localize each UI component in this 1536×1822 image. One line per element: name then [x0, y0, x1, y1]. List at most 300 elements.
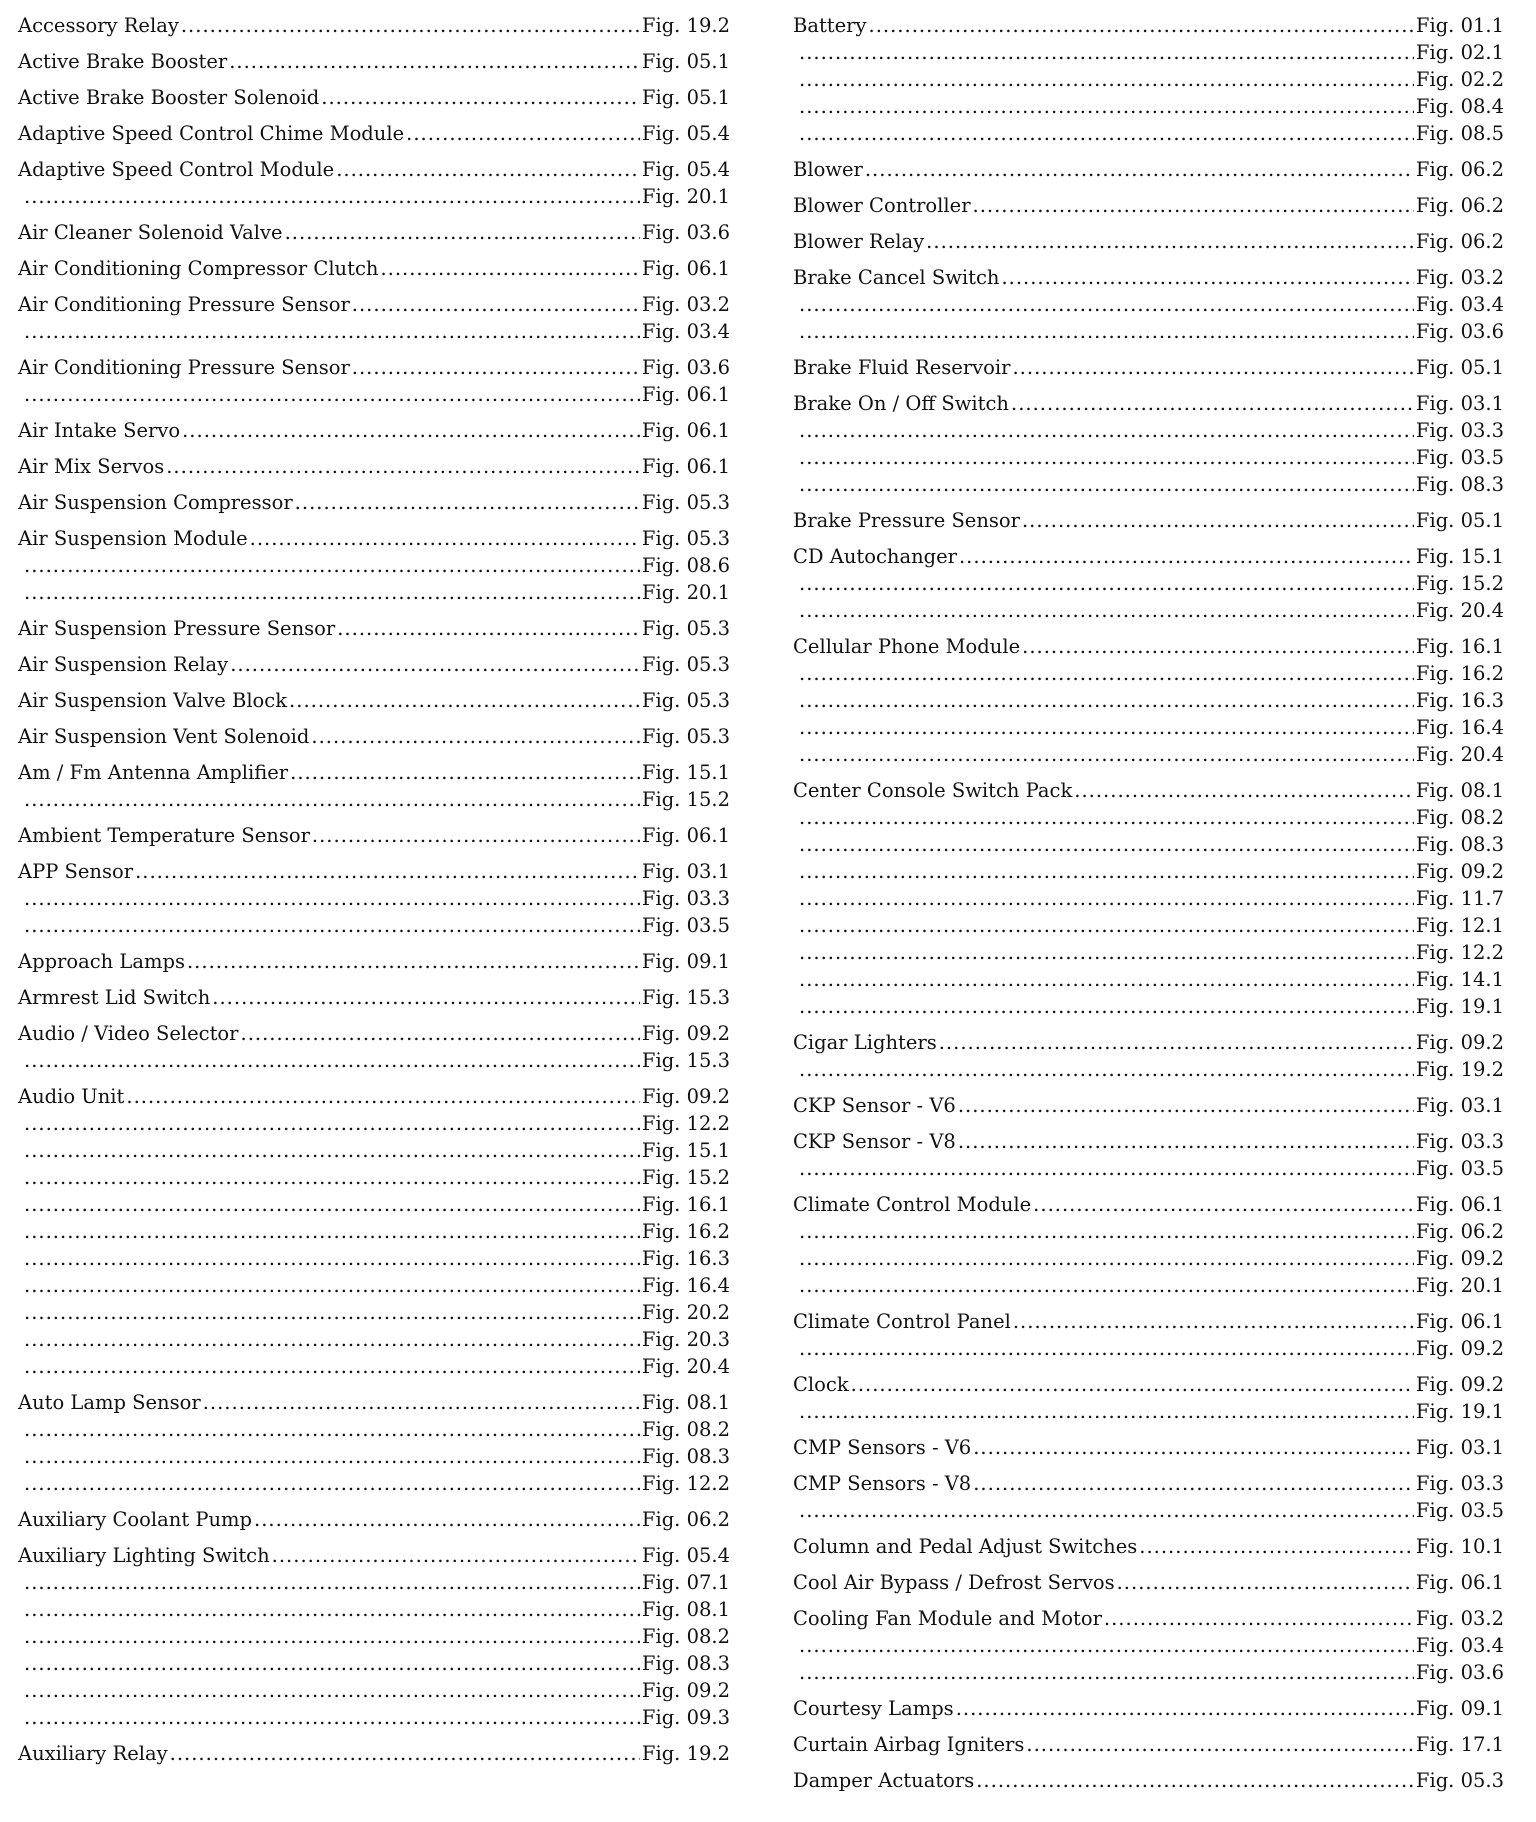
index-term: CMP Sensors - V6	[793, 1436, 972, 1459]
index-continuation-line	[793, 1632, 1504, 1659]
index-term: Auxiliary Coolant Pump	[18, 1508, 253, 1531]
index-entry	[793, 228, 1504, 255]
dot-leader	[1022, 633, 1414, 660]
index-entry	[793, 156, 1504, 183]
figure-reference: Fig. 06.2	[641, 1508, 730, 1531]
index-continuation-line	[793, 1218, 1504, 1245]
dot-leader	[959, 543, 1414, 570]
index-continuation-line	[18, 1272, 730, 1299]
figure-reference: Fig. 03.3	[641, 887, 730, 910]
dot-leader	[851, 1371, 1414, 1398]
dot-leader	[24, 1164, 640, 1191]
index-entry	[18, 156, 730, 210]
figure-reference: Fig. 08.6	[641, 554, 730, 577]
dot-leader	[799, 471, 1414, 498]
figure-reference: Fig. 03.1	[641, 860, 730, 883]
dot-leader	[1074, 777, 1414, 804]
index-line	[18, 525, 730, 552]
index-line	[793, 1191, 1504, 1218]
index-term: Audio / Video Selector	[18, 1022, 239, 1045]
dot-leader	[799, 804, 1414, 831]
index-line	[793, 1029, 1504, 1056]
index-entry	[18, 615, 730, 642]
index-term: Cooling Fan Module and Motor	[793, 1607, 1102, 1630]
dot-leader	[24, 1623, 640, 1650]
figure-reference: Fig. 10.1	[1415, 1535, 1504, 1558]
figure-reference: Fig. 06.1	[641, 383, 730, 406]
figure-reference: Fig. 03.2	[641, 293, 730, 316]
figure-reference: Fig. 16.4	[641, 1274, 730, 1297]
index-entry	[793, 354, 1504, 381]
figure-reference: Fig. 05.1	[641, 86, 730, 109]
index-entry	[793, 390, 1504, 498]
dot-leader	[336, 156, 640, 183]
figure-reference: Fig. 06.1	[1415, 1571, 1504, 1594]
dot-leader	[126, 1083, 640, 1110]
index-line	[793, 1605, 1504, 1632]
figure-reference: Fig. 03.3	[1415, 1472, 1504, 1495]
dot-leader	[799, 1272, 1414, 1299]
index-term: CMP Sensors - V8	[793, 1472, 972, 1495]
figure-reference: Fig. 15.2	[641, 1166, 730, 1189]
dot-leader	[799, 39, 1414, 66]
index-line	[793, 228, 1504, 255]
index-entry	[18, 858, 730, 939]
index-entry	[18, 1542, 730, 1731]
dot-leader	[939, 1029, 1414, 1056]
index-term: Air Mix Servos	[18, 455, 165, 478]
index-line	[793, 1767, 1504, 1794]
figure-reference: Fig. 03.4	[1415, 293, 1504, 316]
figure-reference: Fig. 08.2	[1415, 806, 1504, 829]
index-line	[18, 948, 730, 975]
dot-leader	[24, 1137, 640, 1164]
index-entry	[18, 255, 730, 282]
index-continuation-line	[793, 570, 1504, 597]
figure-reference: Fig. 05.3	[1415, 1769, 1504, 1792]
figure-reference: Fig. 16.4	[1415, 716, 1504, 739]
figure-reference: Fig. 03.1	[1415, 1094, 1504, 1117]
figure-reference: Fig. 05.3	[641, 491, 730, 514]
dot-leader	[289, 687, 640, 714]
figure-reference: Fig. 03.1	[1415, 392, 1504, 415]
index-line	[18, 48, 730, 75]
dot-leader	[799, 318, 1414, 345]
dot-leader	[799, 1056, 1414, 1083]
dot-leader	[24, 1047, 640, 1074]
index-entry	[793, 1191, 1504, 1299]
index-continuation-line	[793, 120, 1504, 147]
figure-reference: Fig. 16.3	[641, 1247, 730, 1270]
index-continuation-line	[793, 687, 1504, 714]
dot-leader	[135, 858, 640, 885]
dot-leader	[1012, 354, 1413, 381]
figure-reference: Fig. 06.2	[1415, 230, 1504, 253]
index-term: Brake Fluid Reservoir	[793, 356, 1011, 379]
figure-reference: Fig. 06.1	[641, 419, 730, 442]
figure-reference: Fig. 16.2	[1415, 662, 1504, 685]
index-continuation-line	[793, 93, 1504, 120]
index-term: Auxiliary Relay	[18, 1742, 168, 1765]
figure-reference: Fig. 06.1	[1415, 1193, 1504, 1216]
index-term: Audio Unit	[18, 1085, 125, 1108]
figure-reference: Fig. 15.2	[641, 788, 730, 811]
dot-leader	[869, 12, 1414, 39]
index-line	[793, 192, 1504, 219]
figure-reference: Fig. 03.3	[1415, 419, 1504, 442]
dot-leader	[406, 120, 640, 147]
dot-leader	[24, 786, 640, 813]
index-line	[18, 291, 730, 318]
figure-reference: Fig. 03.6	[641, 356, 730, 379]
figure-reference: Fig. 06.1	[1415, 1310, 1504, 1333]
dot-leader	[799, 831, 1414, 858]
dot-leader	[958, 1128, 1414, 1155]
index-line	[18, 822, 730, 849]
figure-reference: Fig. 08.1	[641, 1391, 730, 1414]
dot-leader	[352, 354, 640, 381]
index-entry	[793, 1767, 1504, 1794]
index-continuation-line	[793, 39, 1504, 66]
dot-leader	[1013, 1308, 1414, 1335]
index-entry	[18, 651, 730, 678]
index-line	[18, 489, 730, 516]
index-term: Air Cleaner Solenoid Valve	[18, 221, 283, 244]
index-entry	[793, 192, 1504, 219]
figure-reference: Fig. 09.2	[1415, 1031, 1504, 1054]
dot-leader	[24, 579, 640, 606]
dot-leader	[958, 1092, 1414, 1119]
dot-leader	[1104, 1605, 1414, 1632]
index-entry	[793, 1128, 1504, 1182]
dot-leader	[24, 1470, 640, 1497]
index-entry	[793, 507, 1504, 534]
dot-leader	[24, 1218, 640, 1245]
figure-reference: Fig. 05.4	[641, 1544, 730, 1567]
index-line	[793, 1731, 1504, 1758]
dot-leader	[187, 948, 640, 975]
index-term: Auxiliary Lighting Switch	[18, 1544, 270, 1567]
index-term: Ambient Temperature Sensor	[18, 824, 310, 847]
dot-leader	[973, 192, 1414, 219]
dot-leader	[166, 453, 640, 480]
dot-leader	[229, 48, 640, 75]
dot-leader	[24, 1326, 640, 1353]
index-continuation-line	[793, 939, 1504, 966]
figure-reference: Fig. 03.5	[641, 914, 730, 937]
dot-leader	[1026, 1731, 1414, 1758]
dot-leader	[24, 1569, 640, 1596]
dot-leader	[24, 1443, 640, 1470]
index-line	[793, 264, 1504, 291]
index-term: Brake Cancel Switch	[793, 266, 1000, 289]
index-line	[18, 1506, 730, 1533]
index-entry	[793, 543, 1504, 624]
dot-leader	[973, 1470, 1414, 1497]
index-term: Column and Pedal Adjust Switches	[793, 1535, 1138, 1558]
dot-leader	[1117, 1569, 1414, 1596]
dot-leader	[956, 1695, 1414, 1722]
dot-leader	[973, 1434, 1414, 1461]
figure-reference: Fig. 05.4	[641, 122, 730, 145]
index-entry	[793, 264, 1504, 345]
figure-reference: Fig. 05.1	[1415, 509, 1504, 532]
index-entry	[18, 291, 730, 345]
index-term: Adaptive Speed Control Module	[18, 158, 335, 181]
dot-leader	[170, 1740, 640, 1767]
dot-leader	[799, 993, 1414, 1020]
figure-reference: Fig. 08.3	[641, 1445, 730, 1468]
index-line	[18, 255, 730, 282]
index-line	[793, 390, 1504, 417]
index-term: Blower Relay	[793, 230, 925, 253]
figure-reference: Fig. 08.2	[641, 1625, 730, 1648]
dot-leader	[1139, 1533, 1414, 1560]
figure-reference: Fig. 09.2	[1415, 1337, 1504, 1360]
figure-reference: Fig. 19.1	[1415, 1400, 1504, 1423]
index-continuation-line	[18, 381, 730, 408]
figure-reference: Fig. 15.3	[641, 986, 730, 1009]
index-continuation-line	[793, 1398, 1504, 1425]
index-continuation-line	[793, 1245, 1504, 1272]
dot-leader	[321, 84, 640, 111]
index-term: Center Console Switch Pack	[793, 779, 1073, 802]
figure-reference: Fig. 15.3	[641, 1049, 730, 1072]
figure-reference: Fig. 03.4	[1415, 1634, 1504, 1657]
index-entry	[793, 633, 1504, 768]
figure-reference: Fig. 08.1	[1415, 779, 1504, 802]
index-continuation-line	[793, 444, 1504, 471]
index-column-left	[18, 12, 730, 1767]
figure-reference: Fig. 20.2	[641, 1301, 730, 1324]
index-continuation-line	[793, 912, 1504, 939]
index-line	[18, 858, 730, 885]
index-entry	[18, 1389, 730, 1497]
index-term: Air Conditioning Pressure Sensor	[18, 293, 350, 316]
figure-reference: Fig. 01.1	[1415, 14, 1504, 37]
dot-leader	[182, 417, 640, 444]
index-term: Air Suspension Valve Block	[18, 689, 288, 712]
figure-reference: Fig. 20.4	[641, 1355, 730, 1378]
index-entry	[793, 1029, 1504, 1083]
index-continuation-line	[793, 831, 1504, 858]
figure-reference: Fig. 12.2	[641, 1112, 730, 1135]
dot-leader	[799, 93, 1414, 120]
dot-leader	[799, 1398, 1414, 1425]
index-entry	[18, 219, 730, 246]
dot-leader	[799, 858, 1414, 885]
dot-leader	[24, 552, 640, 579]
index-entry	[18, 84, 730, 111]
index-continuation-line	[793, 1659, 1504, 1686]
index-term: Cigar Lighters	[793, 1031, 937, 1054]
index-continuation-line	[18, 1353, 730, 1380]
index-entry	[18, 48, 730, 75]
index-line	[18, 12, 730, 39]
index-term: Air Suspension Vent Solenoid	[18, 725, 310, 748]
index-continuation-line	[18, 1650, 730, 1677]
dot-leader	[337, 615, 640, 642]
dot-leader	[799, 687, 1414, 714]
index-continuation-line	[18, 1443, 730, 1470]
index-entry	[18, 822, 730, 849]
index-term: Air Suspension Compressor	[18, 491, 293, 514]
figure-reference: Fig. 06.2	[1415, 194, 1504, 217]
index-line	[18, 1740, 730, 1767]
index-continuation-line	[18, 912, 730, 939]
dot-leader	[799, 714, 1414, 741]
index-term: Climate Control Module	[793, 1193, 1032, 1216]
dot-leader	[799, 1155, 1414, 1182]
figure-reference: Fig. 08.3	[1415, 833, 1504, 856]
figure-reference: Fig. 07.1	[641, 1571, 730, 1594]
index-term: CKP Sensor - V8	[793, 1130, 956, 1153]
index-entry	[793, 1308, 1504, 1362]
index-continuation-line	[18, 1416, 730, 1443]
index-continuation-line	[18, 1110, 730, 1137]
dot-leader	[24, 1245, 640, 1272]
dot-leader	[1022, 507, 1414, 534]
dot-leader	[285, 219, 640, 246]
figure-reference: Fig. 06.1	[641, 455, 730, 478]
index-continuation-line	[793, 417, 1504, 444]
dot-leader	[250, 525, 640, 552]
index-entry	[18, 525, 730, 606]
figure-reference: Fig. 12.2	[641, 1472, 730, 1495]
dot-leader	[799, 1335, 1414, 1362]
index-term: Blower Controller	[793, 194, 971, 217]
index-continuation-line	[18, 1299, 730, 1326]
index-term: Air Intake Servo	[18, 419, 181, 442]
index-term: Air Suspension Relay	[18, 653, 229, 676]
dot-leader	[799, 120, 1414, 147]
index-continuation-line	[18, 1164, 730, 1191]
figure-reference: Fig. 06.2	[1415, 1220, 1504, 1243]
index-term: CD Autochanger	[793, 545, 957, 568]
figure-reference: Fig. 03.6	[1415, 320, 1504, 343]
index-line	[18, 651, 730, 678]
figure-reference: Fig. 03.6	[1415, 1661, 1504, 1684]
figure-reference: Fig. 09.2	[641, 1022, 730, 1045]
figure-reference: Fig. 03.5	[1415, 446, 1504, 469]
index-line	[793, 1308, 1504, 1335]
index-line	[793, 1695, 1504, 1722]
index-line	[18, 219, 730, 246]
figure-reference: Fig. 15.1	[1415, 545, 1504, 568]
dot-leader	[1033, 1191, 1414, 1218]
figure-reference: Fig. 05.4	[641, 158, 730, 181]
index-entry	[793, 1092, 1504, 1119]
index-term: Approach Lamps	[18, 950, 185, 973]
dot-leader	[799, 1218, 1414, 1245]
index-continuation-line	[18, 1137, 730, 1164]
figure-reference: Fig. 02.2	[1415, 68, 1504, 91]
dot-leader	[799, 66, 1414, 93]
index-continuation-line	[18, 885, 730, 912]
figure-reference: Fig. 05.1	[641, 50, 730, 73]
index-term: Blower	[793, 158, 863, 181]
dot-leader	[24, 912, 640, 939]
figure-reference: Fig. 02.1	[1415, 41, 1504, 64]
figure-reference: Fig. 16.2	[641, 1220, 730, 1243]
figure-reference: Fig. 03.4	[641, 320, 730, 343]
index-term: Active Brake Booster	[18, 50, 228, 73]
index-term: Damper Actuators	[793, 1769, 975, 1792]
figure-reference: Fig. 15.1	[641, 1139, 730, 1162]
index-line	[793, 1434, 1504, 1461]
index-line	[793, 1371, 1504, 1398]
figure-reference: Fig. 09.2	[641, 1679, 730, 1702]
dot-leader	[1001, 264, 1413, 291]
dot-leader	[24, 381, 640, 408]
dot-leader	[799, 660, 1414, 687]
index-entry	[18, 12, 730, 39]
index-continuation-line	[18, 1596, 730, 1623]
figure-reference: Fig. 20.1	[641, 185, 730, 208]
index-continuation-line	[793, 714, 1504, 741]
index-line	[18, 417, 730, 444]
index-continuation-line	[793, 1272, 1504, 1299]
index-entry	[793, 1371, 1504, 1425]
index-term: Air Conditioning Compressor Clutch	[18, 257, 379, 280]
dot-leader	[295, 489, 640, 516]
dot-leader	[799, 885, 1414, 912]
figure-reference: Fig. 03.3	[1415, 1130, 1504, 1153]
index-line	[793, 1128, 1504, 1155]
dot-leader	[181, 12, 640, 39]
dot-leader	[380, 255, 639, 282]
index-continuation-line	[18, 552, 730, 579]
figure-reference: Fig. 12.1	[1415, 914, 1504, 937]
dot-leader	[799, 570, 1414, 597]
index-line	[18, 120, 730, 147]
figure-reference: Fig. 20.3	[641, 1328, 730, 1351]
dot-leader	[24, 1650, 640, 1677]
figure-reference: Fig. 09.2	[1415, 1247, 1504, 1270]
dot-leader	[799, 966, 1414, 993]
index-continuation-line	[793, 291, 1504, 318]
index-continuation-line	[18, 579, 730, 606]
index-continuation-line	[793, 966, 1504, 993]
index-line	[793, 156, 1504, 183]
index-line	[18, 1020, 730, 1047]
dot-leader	[24, 1704, 640, 1731]
index-term: Air Suspension Pressure Sensor	[18, 617, 336, 640]
index-term: Auto Lamp Sensor	[18, 1391, 201, 1414]
figure-reference: Fig. 20.4	[1415, 599, 1504, 622]
index-continuation-line	[18, 1245, 730, 1272]
index-term: Air Conditioning Pressure Sensor	[18, 356, 350, 379]
dot-leader	[799, 1497, 1414, 1524]
index-entry	[793, 1695, 1504, 1722]
dot-leader	[212, 984, 640, 1011]
dot-leader	[799, 912, 1414, 939]
figure-reference: Fig. 08.3	[1415, 473, 1504, 496]
dot-leader	[799, 597, 1414, 624]
index-entry	[793, 1533, 1504, 1560]
index-entry	[18, 354, 730, 408]
index-continuation-line	[18, 1704, 730, 1731]
figure-reference: Fig. 03.2	[1415, 1607, 1504, 1630]
figure-reference: Fig. 03.5	[1415, 1157, 1504, 1180]
index-continuation-line	[793, 1155, 1504, 1182]
index-continuation-line	[793, 993, 1504, 1020]
index-line	[18, 354, 730, 381]
index-entry	[793, 1569, 1504, 1596]
index-column-right	[793, 12, 1504, 1794]
index-continuation-line	[18, 318, 730, 345]
figure-reference: Fig. 08.3	[641, 1652, 730, 1675]
